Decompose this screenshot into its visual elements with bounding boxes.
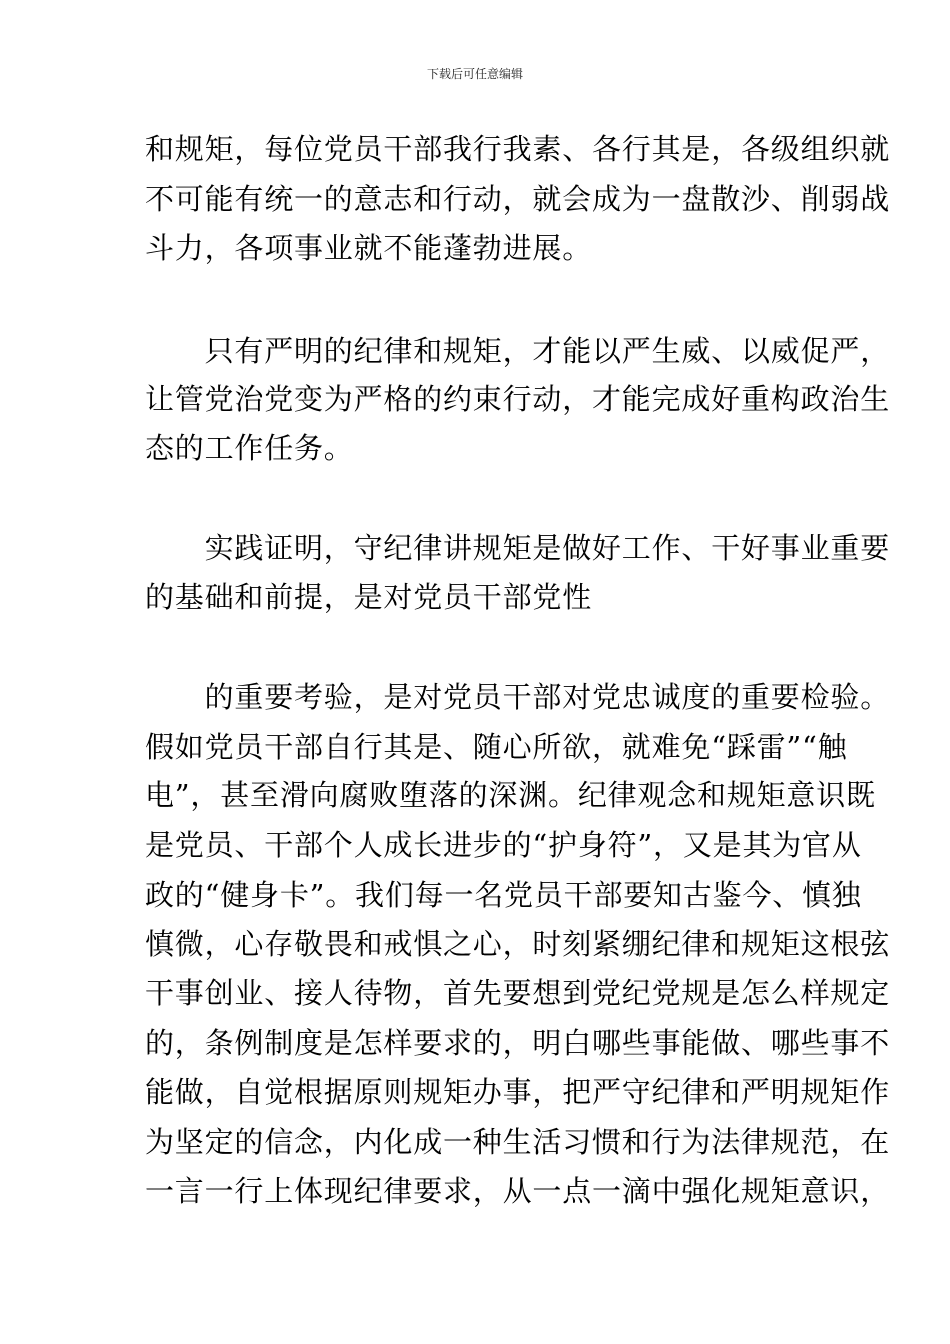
text-line: 的基础和前提，是对党员干部党性 [145, 580, 593, 614]
text-line: 为坚定的信念，内化成一种生活习惯和行为法律规范，在 [145, 1125, 891, 1159]
text-line: 的重要考验，是对党员干部对党忠诚度的重要检验。 [145, 680, 891, 714]
text-line: 电”，甚至滑向腐败堕落的深渊。纪律观念和规矩意识既 [145, 778, 876, 812]
text-line: 和规矩，每位党员干部我行我素、各行其是，各级组织就 [145, 132, 891, 166]
text-line: 干事创业、接人待物，首先要想到党纪党规是怎么样规定 [145, 976, 891, 1010]
text-line: 实践证明，守纪律讲规矩是做好工作、干好事业重要 [145, 531, 891, 565]
text-line: 慎微，心存敬畏和戒惧之心，时刻紧绷纪律和规矩这根弦 [145, 927, 891, 961]
text-line: 态的工作任务。 [145, 431, 354, 465]
page-header: 下载后可任意编辑 [426, 67, 523, 81]
text-line: 斗力，各项事业就不能蓬勃进展。 [145, 231, 593, 265]
text-line: 是党员、干部个人成长进步的“护身符”，又是其为官从 [145, 828, 862, 862]
text-line: 的，条例制度是怎样要求的，明白哪些事能做、哪些事不 [145, 1026, 891, 1060]
text-line: 不可能有统一的意志和行动，就会成为一盘散沙、削弱战 [145, 182, 891, 216]
text-line: 一言一行上体现纪律要求，从一点一滴中强化规矩意识， [145, 1174, 891, 1208]
text-line: 政的“健身卡”。我们每一名党员干部要知古鉴今、慎独 [145, 878, 862, 912]
text-line: 能做，自觉根据原则规矩办事，把严守纪律和严明规矩作 [145, 1075, 891, 1109]
text-line: 假如党员干部自行其是、随心所欲，就难免“踩雷”“触 [145, 730, 848, 764]
text-line: 只有严明的纪律和规矩，才能以严生威、以威促严， [145, 334, 891, 368]
text-line: 让管党治党变为严格的约束行动，才能完成好重构政治生 [145, 382, 891, 416]
